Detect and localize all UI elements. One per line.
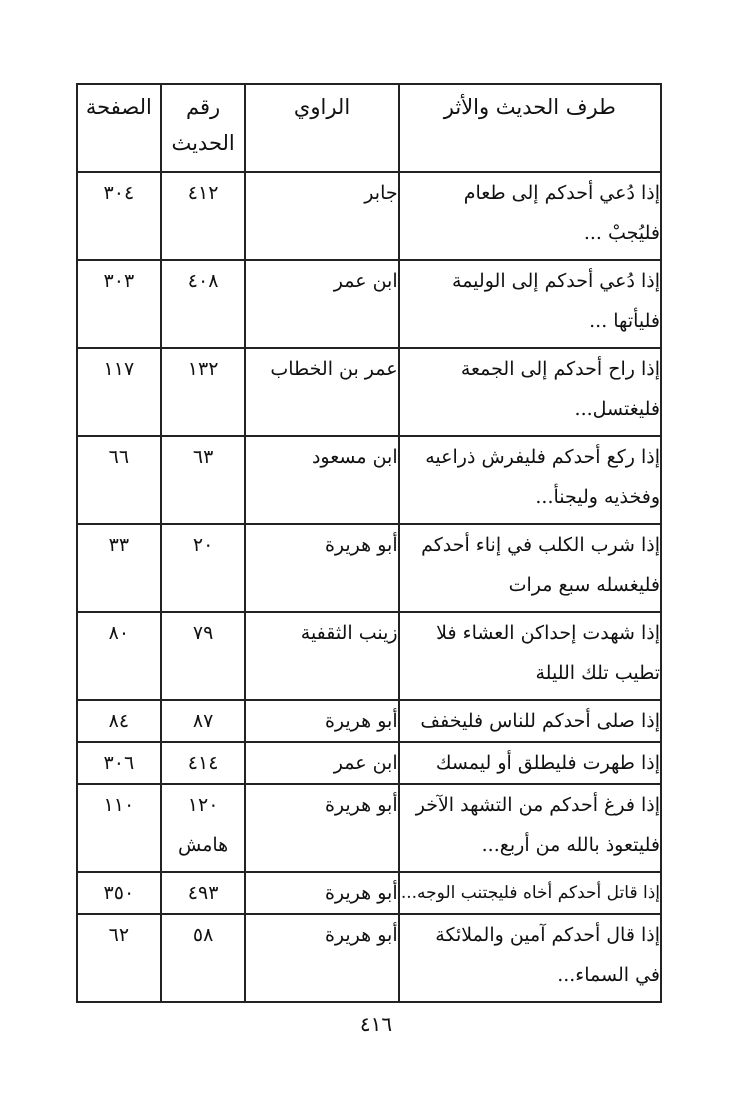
narrator-cell: أبو هريرة [245,914,398,1002]
hadith-line-1: إذا قاتل أحدكم أخاه فليجتنب الوجه... [400,883,660,903]
header-page: الصفحة [77,84,161,172]
hadith-line-2: في السماء... [557,964,660,986]
hadith-line-1: إذا فرغ أحدكم من التشهد الآخر [415,794,660,816]
hadith-cell [399,742,661,784]
page-cell: ٨٠ [77,612,161,700]
hadith-line-1: إذا قال أحدكم آمين والملائكة [435,924,660,946]
hadith-line-1: إذا ركع أحدكم فليفرش ذراعيه [425,446,660,468]
number-cell: ٤٠٨ [161,260,246,348]
header-number-line1: رقم [186,95,221,119]
page-cell: ٣٠٤ [77,172,161,260]
narrator-cell: ابن عمر [245,742,398,784]
hadith-index-table [76,83,662,1003]
header-number [161,84,246,172]
hadith-cell [399,524,661,612]
hadith-line-1: إذا طهرت فليطلق أو ليمسك [435,752,660,774]
number-cell: ٦٣ [161,436,246,524]
number-cell: ٤٩٣ [161,872,246,914]
page-cell: ٣٣ [77,524,161,612]
hadith-cell [399,436,661,524]
table-row [77,436,661,524]
table-row [77,914,661,1002]
narrator-cell: عمر بن الخطاب [245,348,398,436]
table-row [77,700,661,742]
number-cell: ٤١٢ [161,172,246,260]
hadith-cell [399,348,661,436]
narrator-cell: جابر [245,172,398,260]
hadith-line-1: إذا دُعي أحدكم إلى الوليمة [452,270,660,292]
table-row [77,784,661,872]
narrator-cell: أبو هريرة [245,784,398,872]
hadith-cell [399,612,661,700]
header-narrator: الراوي [245,84,398,172]
table-row [77,172,661,260]
narrator-cell: ابن عمر [245,260,398,348]
narrator-cell: أبو هريرة [245,700,398,742]
page-cell: ٣٠٣ [77,260,161,348]
hadith-line-2: فليُجبْ ... [583,222,660,244]
hadith-line-1: إذا شهدت إحداكن العشاء فلا [436,622,660,644]
hadith-line-2: فليتعوذ بالله من أربع... [481,834,660,856]
number-note: هامش [177,834,229,856]
table-row [77,612,661,700]
narrator-cell: ابن مسعود [245,436,398,524]
header-number-line2: الحديث [171,131,235,155]
hadith-line-2: تطيب تلك الليلة [535,662,660,684]
hadith-cell [399,872,661,914]
number-cell [161,784,246,872]
page-cell: ١١٧ [77,348,161,436]
number-value: ١٢٠ [187,794,219,816]
narrator-cell: أبو هريرة [245,872,398,914]
hadith-cell [399,700,661,742]
hadith-line-2: فليأتها ... [589,310,660,332]
number-cell: ٧٩ [161,612,246,700]
hadith-line-2: وفخذيه وليجنأ... [535,486,660,508]
number-cell: ١٣٢ [161,348,246,436]
hadith-line-2: فليغتسل... [574,398,660,420]
table-row [77,260,661,348]
hadith-cell [399,784,661,872]
hadith-line-1: إذا شرب الكلب في إناء أحدكم [421,534,660,556]
table-row [77,742,661,784]
hadith-cell [399,172,661,260]
narrator-cell: أبو هريرة [245,524,398,612]
table-row [77,872,661,914]
page-cell: ٨٤ [77,700,161,742]
table-row [77,348,661,436]
hadith-line-1: إذا راح أحدكم إلى الجمعة [460,358,660,380]
page-cell: ٦٦ [77,436,161,524]
hadith-cell [399,914,661,1002]
number-cell: ٤١٤ [161,742,246,784]
hadith-line-2: فليغسله سبع مرات [508,574,660,596]
page-cell: ٦٢ [77,914,161,1002]
table-row [77,524,661,612]
hadith-line-1: إذا دُعي أحدكم إلى طعام [463,182,660,204]
page-cell: ٣٥٠ [77,872,161,914]
narrator-cell: زينب الثقفية [245,612,398,700]
page-cell: ٣٠٦ [77,742,161,784]
page-cell: ١١٠ [77,784,161,872]
header-hadith: طرف الحديث والأثر [399,84,661,172]
number-cell: ٢٠ [161,524,246,612]
page-number: ٤١٦ [359,1012,393,1036]
number-cell: ٨٧ [161,700,246,742]
hadith-cell [399,260,661,348]
hadith-line-1: إذا صلى أحدكم للناس فليخفف [420,710,660,732]
table-header-row [77,84,661,172]
number-cell: ٥٨ [161,914,246,1002]
